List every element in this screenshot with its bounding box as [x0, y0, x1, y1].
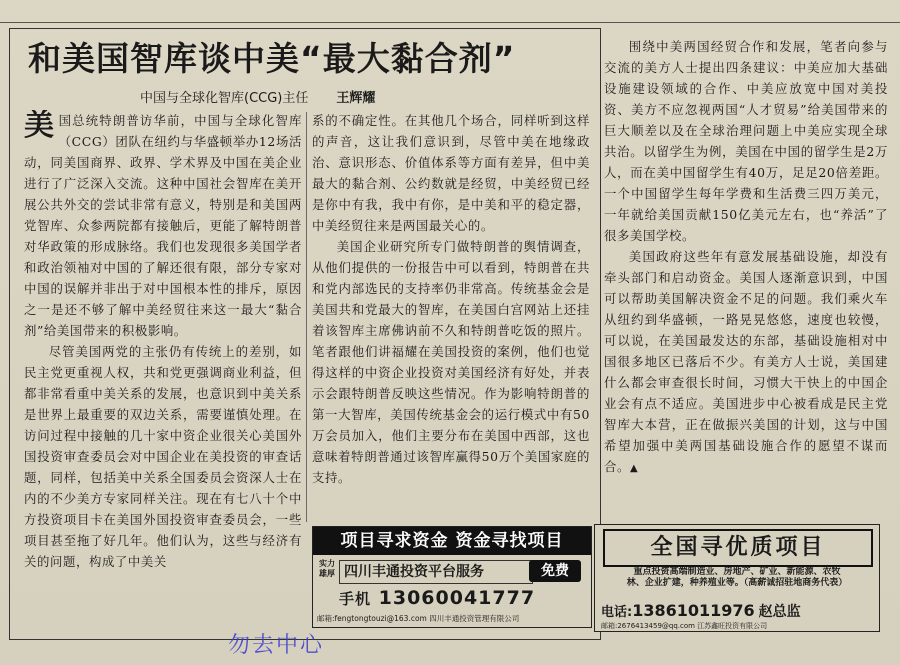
article-byline — [140, 89, 580, 109]
ad-description — [601, 567, 873, 599]
ad-phone — [601, 601, 873, 621]
ad-phone-label: 手机 — [339, 590, 372, 608]
watermark: 勿去中心 — [228, 633, 325, 658]
paragraph — [24, 110, 302, 341]
article-column-1 — [24, 110, 302, 618]
ad-footer: 邮箱:fengtongtouzi@163.com 四川丰通投资管理有限公司 — [317, 614, 520, 623]
ad-description-line: 林、企业扩建，种养殖业等。（高薪诚招驻地商务代表） — [626, 578, 848, 588]
ad-headline: 全国寻优质项目 — [603, 529, 873, 567]
ad-phone-number: 13060041777 — [378, 587, 536, 609]
advertisement-projects — [594, 524, 880, 632]
article-column-2 — [312, 110, 590, 520]
column-divider — [306, 112, 307, 522]
article-column-3 — [604, 36, 888, 522]
ad-side-label: 实力雄厚 — [319, 559, 335, 578]
paragraph: 尽管美国两党的主张仍有传统上的差别，如民主党更重视人权，共和党更强调商业利益，但都非常看重中美关系的发展，也意识到中美关系是世界上最重要的双边关系，需要谨慎处理。在访问过程中接触的几十家中资企业很关心美国外国投资审查委员会对中国企业在美投资的审查话题，同样，包括美中关系全国委员会资深人士在内的不少美方专家同样关注。现在有七八十个中方投资项目卡在美国外国投资审查委员会，一些项目甚至拖了好几年。他们认为，这些与经济有关的问题，构成了中美关 — [24, 344, 302, 569]
paragraph — [604, 246, 888, 479]
ad-phone-number: 13861011976 — [632, 601, 755, 620]
paragraph-text: 美国政府这些年有意发展基础设施，却没有牵头部门和启动资金。美国人逐渐意识到，中国可以帮助美国解决资金不足的问题。我们乘火车从纽约到华盛顿，一路晃晃悠悠，速度也较慢，可以说，在美国最发达的东部，基础设施相对中国很多地区已落后不少。有美方人士说，美国建什么都会审查很长时间，习惯大干快上的中国企业会有点不适应。美国进步中心被看成是民主党智库大本营，正在做振兴美国的计划，这与中国希望加强中美两国基础设施合作的愿望不谋而合。 — [604, 249, 888, 474]
paragraph: 围绕中美两国经贸合作和发展，笔者向参与交流的美方人士提出四条建议：中美应加大基础设施建设领域的合作、中美应放宽中国对美投资、美方不应忽视两国“人才贸易”给美国带来的巨大顺差以及在全球治理问题上中美应实现全球共治。以留学生为例，美国在中国的留学生是2万人，而在美中国留学生有40万，足足20倍差距。一个中国留学生每年学费和生活费三四万美元，一年就给美国贡献150亿美元左右，也“养活”了很多美国学校。 — [604, 39, 888, 243]
top-rule — [0, 22, 900, 23]
ad-description-line: 重点投资高端制造业、房地产、矿业、新能源、农牧 — [633, 567, 841, 577]
byline-author: 王辉耀 — [336, 91, 376, 106]
paragraph: 美国企业研究所专门做特朗普的舆情调查，从他们提供的一份报告中可以看到，特朗普在共和党内部选民的支持率仍非常高。传统基金会是美国共和党最大的智库，在美国白宫网站上还挂着该智库主席佛讷前不久和特朗普吃饭的照片。笔者跟他们讲福耀在美国投资的案例，他们也觉得这样的中资企业投资对美国经济有好处，并表示会跟特朗普反映这些情况。作为影响特朗普的第一大智库，美国传统基金会的运行模式中有50万会员加入，他们主要分布在美国中西部，这也意味着特朗普通过该智库赢得50万个美国家庭的支持。 — [312, 239, 590, 485]
ad-footer: 邮箱:2676413459@qq.com 江苏鑫旺投资有限公司 — [601, 622, 768, 630]
byline-organization: 中国与全球化智库(CCG)主任 — [140, 91, 309, 106]
article-headline: 和美国智库谈中美“最大黏合剂” — [28, 39, 516, 78]
paragraph-text: 国总统特朗普访华前，中国与全球化智库（CCG）团队在纽约与华盛顿举办12场活动，同美国商界、政界、学术界及中国在美企业进行了广泛深入交流。这种中国社会智库在美开展公共外交的尝试非常有意义，特别是和美国两党智库、众参两院都有接触后，更能了解特朗普对华政策的形成脉络。我们也发现很多美国学者和政治领袖对中国的了解还很有限，部分专家对中国的误解并非出于对中国根本性的排斥，原因之一是还不够了解中美经贸往来这一最大“黏合剂”给美国带来的积极影响。 — [24, 113, 302, 338]
ad-service-name: 四川丰通投资平台服务 — [339, 560, 533, 584]
advertisement-investment — [312, 526, 592, 628]
ad-headline: 项目寻求资金 资金寻找项目 — [313, 527, 591, 555]
ad-phone-label: 电话: — [601, 605, 633, 620]
ad-phone — [339, 587, 589, 609]
end-mark-icon: ▲ — [629, 463, 639, 474]
ad-free-badge: 免费 — [529, 560, 581, 582]
drop-cap: 美 — [24, 110, 55, 143]
paragraph: 系的不确定性。在其他几个场合，同样听到这样的声音，这让我们意识到，尽管中美在地缘政治、意识形态、价值体系等方面有差异，但中美最大的黏合剂、公约数就是经贸，中美经贸已经是你中有我，我中有你，是中美和平的稳定器，中美经贸往来是两国最关心的。 — [312, 113, 590, 233]
ad-contact-name: 赵总监 — [758, 604, 801, 620]
